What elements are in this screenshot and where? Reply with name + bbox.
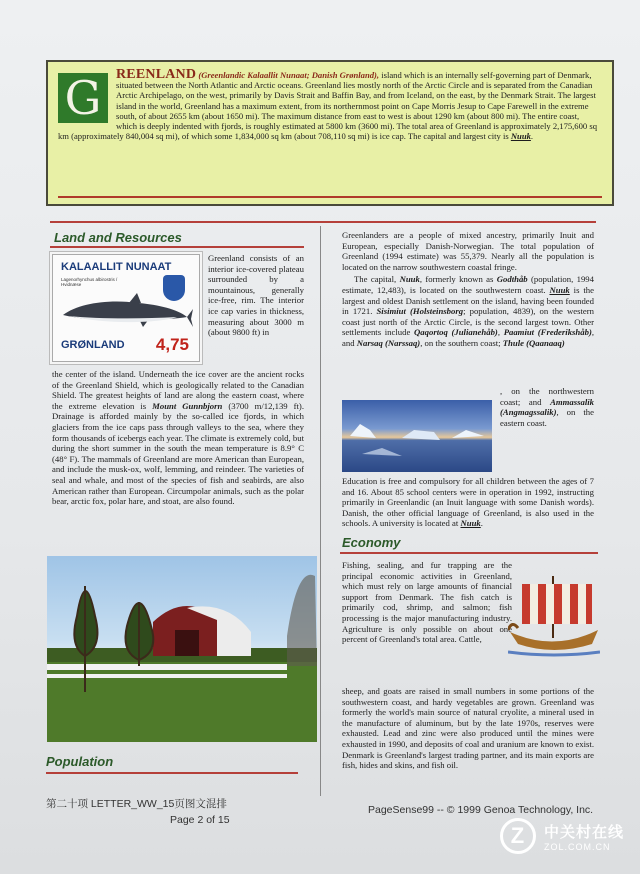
place-nuuk: Nuuk bbox=[460, 518, 481, 529]
intro-rule bbox=[58, 196, 602, 198]
section-title-land: Land and Resources bbox=[54, 230, 182, 245]
greenland-stamp-image bbox=[52, 254, 200, 362]
population-p1: Greenlanders are a people of mixed ancestry, primarily Inuit and European, especially Danish-Norwegian. The total population of Greenland (1994 estimate) was 55,379. Nearly all the population is located on the narrow southwestern coastal fringe. bbox=[342, 230, 594, 272]
pop-text: , on the northwestern coast; and bbox=[500, 386, 594, 407]
place-sisimiut: Sisimiut (Holsteinsborg bbox=[376, 306, 464, 317]
pop-text: , on the eastern coast. bbox=[500, 407, 594, 428]
population-p2 bbox=[342, 274, 594, 348]
stamp-country: KALAALLIT NUNAAT bbox=[61, 261, 172, 273]
intro-box bbox=[46, 60, 614, 206]
stamp-price: 4,75 bbox=[155, 335, 189, 354]
section-title-economy: Economy bbox=[342, 535, 401, 550]
place-narsaq: Narsaq (Narssaq) bbox=[356, 337, 421, 348]
intro-text: island which is an internally self-governing part of Denmark, situated between the North Atlantic and Arctic oceans. Greenland lies mostly north of the Arctic Circle and is separated from the Canadian Arctic Archipelago, on the west, primarily by Davis Strait and Baffin Bay, and from Iceland, on the east, by the Denmark Strait. The largest island in the world, Greenland has a maximum extent, from its northernmost point on Cape Morris Jesup to Cape Farewell in the extreme south, of about 2655 km (about 1650 mi). The maximum distance from east to west is about 1290 km (about 800 mi). The entire coast, which is deeply indented with fjords, is roughly estimated at 5800 km (3600 mi). The total area of Greenland is approximately 2,175,600 sq km (approximately 840,004 sq mi), of which some 1,834,000 sq km (about 708,110 sq mi) is ice cap. The capital and largest city is bbox=[58, 70, 597, 142]
footer-right: PageSense99 -- © 1999 Genoa Technology, Inc. bbox=[368, 804, 594, 816]
economy-text-1: Fishing, sealing, and fur trapping are the principal economic activities in Greenland, which must rely on large amounts of financial support from Denmark. The fish catch is primarily cod, shrimp, and salmon; fish processing is the major manufacturing industry. Agriculture is only possible on about one percent of Greenland's total area. Cattle, bbox=[342, 560, 512, 645]
pop-text: ; population, 4839), on the western coast just north of the Arctic Circle, is the second largest town. Other settlements include bbox=[342, 306, 594, 338]
watermark bbox=[500, 818, 624, 854]
drop-cap: G bbox=[58, 73, 108, 123]
pop-text: . bbox=[480, 518, 483, 529]
stamp-name: GRØNLAND bbox=[61, 339, 125, 351]
land-rule bbox=[50, 246, 304, 248]
pop-text: , bbox=[497, 327, 504, 338]
population-rule bbox=[46, 772, 298, 774]
economy-wrap bbox=[342, 560, 512, 647]
land-text-1: Greenland consists of an interior ice-covered plateau surrounded by a mountainous, generally ice-free, rim. The interior ice cap varies in thickness, measuring about 3000 m (about 9800 ft) in bbox=[208, 253, 304, 338]
watermark-cn: 中关村在线 bbox=[543, 823, 624, 841]
land-text-2b: (3700 m/12,139 ft). Drainage is afforded mainly by the so-called ice fjords, in which glaciers from the ice caps pass through valleys to the sea, where they form thousands of icebergs each year. The climate is extremely cold, but during the short summer in the south the mean temperature is 8.9° C (48° F). The mammals of Greenland are more American than European, and include the musk-ox, wolf, lemming, and reindeer. The varieties of seal and whale, and most of the species of fish and seabirds, are also American rather than European. Circumpolar animals, such as the polar bear, arctic fox, polar hare, and stoat, are also found. bbox=[52, 400, 304, 507]
iceberg-image bbox=[342, 400, 492, 472]
pop-text: , on the southern coast; bbox=[420, 337, 503, 348]
iceberg-photo bbox=[342, 400, 492, 472]
footer-left-line1: 第二十项 LETTER_WW_15页图文混排 bbox=[46, 798, 227, 810]
peak-name: Mount Gunnbjorn bbox=[152, 400, 223, 411]
pop-text: (population, 1994 estimate, 12,483), is located on the southwestern coast. bbox=[342, 274, 594, 295]
place-nuuk: Nuuk bbox=[399, 274, 420, 285]
viking-ship-icon bbox=[508, 572, 600, 662]
intro-subtitle: (Greenlandic Kalaallit Nunaat; Danish Grønland), bbox=[198, 70, 380, 80]
economy-text-2: sheep, and goats are raised in small numbers in some portions of the southwestern coast, and hardy vegetables are grown. Greenland was formerly the world's main source of natural cryolite, a mineral used in the manufacture of aluminum, but by the late 1970s, reserves were exhausted. Lead and zinc were also produced until the mines were exhausted in 1990, and deposits of coal and uranium are known to exist. Denmark is Greenland's largest trading partner, and its main exports are fish, hides and skins, and fish oil. bbox=[342, 686, 594, 771]
land-paragraph bbox=[52, 369, 304, 509]
economy-paragraph bbox=[342, 686, 594, 773]
place-paamiut: Paamiut (Frederikshåb) bbox=[503, 327, 592, 338]
intro-heading: REENLAND bbox=[116, 67, 197, 82]
place-thule: Thule (Qaanaaq) bbox=[502, 337, 565, 348]
population-block bbox=[342, 230, 594, 351]
intro-end: . bbox=[530, 131, 534, 142]
column-divider bbox=[320, 226, 321, 796]
place-godthab: Godthåb bbox=[496, 274, 528, 285]
education-block bbox=[342, 476, 594, 531]
dolphin-icon bbox=[59, 289, 195, 333]
land-text-2 bbox=[52, 369, 304, 507]
land-text-2a: the center of the island. Underneath the ice cover are the ancient rocks of the Greenland Shield, which is geologically related to the Canadian Shield. The greatest heights of land are along the eastern coast, where the extreme elevation is bbox=[52, 369, 304, 411]
stamp-caption: Lagenorhynchus albirostris / Hvidnæse bbox=[61, 277, 118, 287]
place-ammassalik: Ammassalik (Angmagssalik) bbox=[500, 396, 594, 418]
population-p3 bbox=[342, 476, 594, 529]
pop-text: is the largest and oldest Danish settlement on the island, having been founded in 1721. bbox=[342, 284, 594, 317]
place-qaqortoq: Qaqortoq (Julianehåb) bbox=[414, 327, 498, 338]
pop-text: Education is free and compulsory for all children between the ages of 7 and 16. About 85 school centers were in operation in 1992, instructing primarily in Greenlandic (an Inuit language with some Danish words). Danish, the other official language of Greenland, is also used in the schools. A university is located at bbox=[342, 476, 594, 529]
place-nuuk: Nuuk bbox=[549, 284, 570, 295]
pop-text: The capital, bbox=[354, 274, 400, 285]
farm-photo bbox=[47, 556, 317, 742]
footer-page-number: Page 2 of 15 bbox=[170, 814, 230, 826]
economy-rule bbox=[340, 552, 598, 554]
intro-capital: Nuuk bbox=[510, 131, 531, 142]
population-wrap bbox=[500, 386, 594, 430]
zol-logo-icon: Z bbox=[500, 818, 536, 854]
section-title-population: Population bbox=[46, 754, 114, 769]
pop-text: , and bbox=[342, 327, 595, 348]
barn-image bbox=[47, 556, 317, 742]
pop-text: , formerly known as bbox=[419, 274, 497, 285]
top-rule bbox=[50, 221, 596, 223]
land-paragraph-wrap bbox=[208, 253, 304, 340]
watermark-url: ZOL.COM.CN bbox=[543, 841, 611, 852]
population-p2-end bbox=[500, 386, 594, 428]
